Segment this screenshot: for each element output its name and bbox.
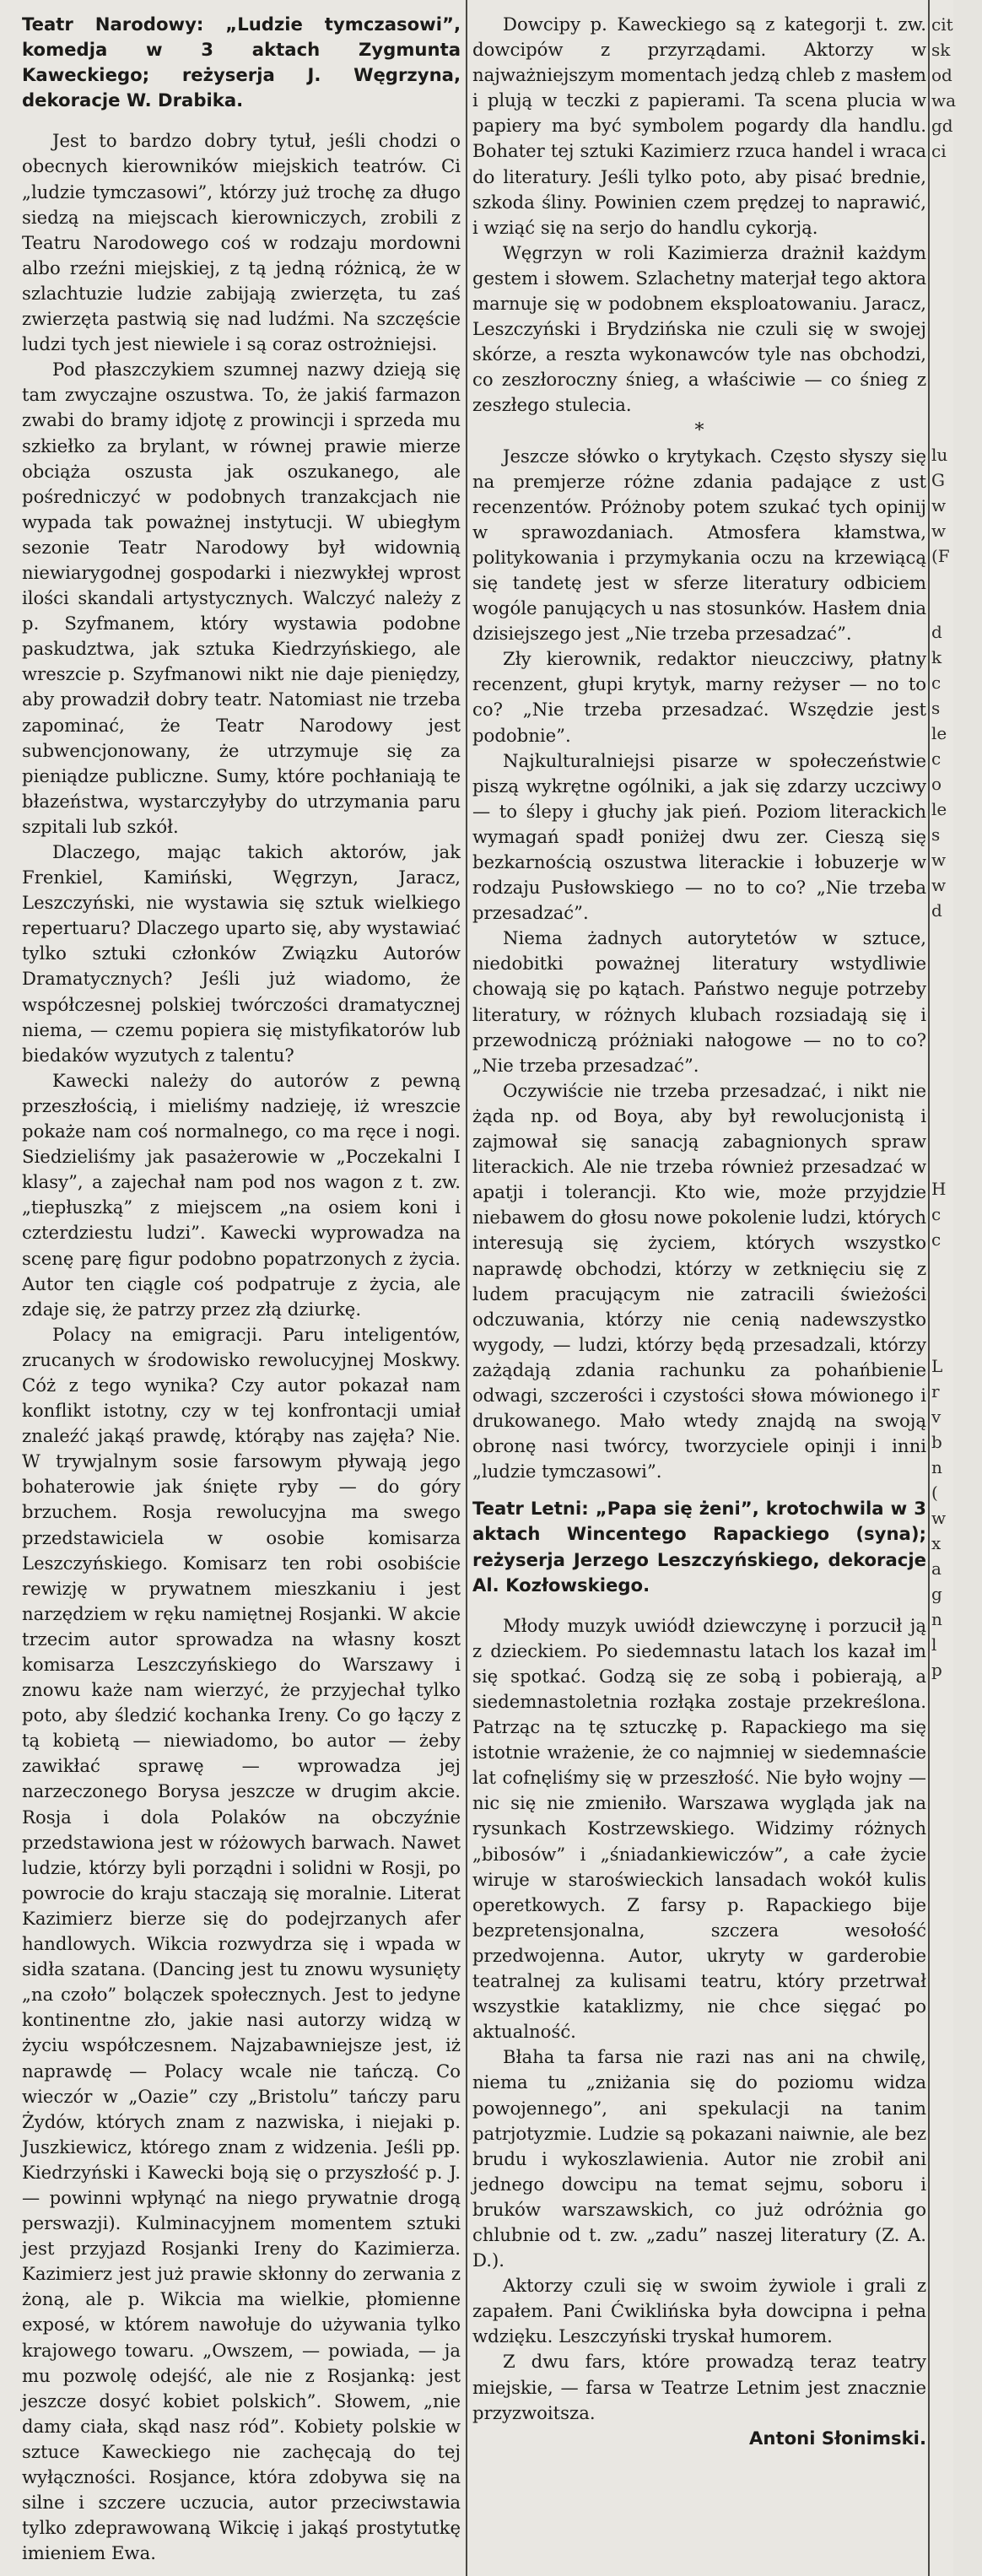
cropped-text-fragment: n xyxy=(931,1457,942,1477)
cropped-text-fragment: d xyxy=(931,622,942,642)
paragraph: Kawecki należy do autorów z pewną przeszłością, i mieliśmy nadzieję, iż wreszcie pokaże nam coś normalnego, co ma ręce i nogi. Siedzieliśmy jak pasażerowie w „Poczekalni I klasy”, a zajechał nam pod nos wagon z t. zw. „tiepłuszką” z miejscem „na osiem koni i czterdziestu ludzi”. Kawecki wyprowadza na scenę parę figur podobno popatrzonych z życia. Autor ten ciągle coś podpatruje z życia, ale zdaje się, że patrzy przez złą dziurkę. xyxy=(22,1069,461,1320)
cropped-text-fragment: cit xyxy=(931,14,953,35)
cropped-next-column xyxy=(931,12,982,1682)
paragraph: Jeszcze słówko o krytykach. Często słyszy się na premjerze różne zdania padające z ust recenzentów. Próżnoby potem szukać tych opinij w sprawozdaniach. Atmosfera kłamstwa, politykowania i przymykania oczu na krzewiącą się tandetę jest w sferze literatury odbiciem wogóle panujących u nas stosunków. Hasłem dnia dzisiejszego jest „Nie trzeba przesadzać”. xyxy=(472,445,926,645)
paragraph: Oczywiście nie trzeba przesadzać, i nikt nie żąda np. od Boya, aby był rewolucjonistą i zajmował się sanacją zabagnionych spraw literackich. Ale nie trzeba również przesadzać w apatji i tolerancji. Kto wie, może przyjdzie niebawem do głosu nowe pokolenie ludzi, których interesują się życiem, których wszystko naprawdę obchodzi, którzy w zetknięciu się z ludem pracującym nie zatracili świeżości odczuwania, którzy nie cenią nadewszystko wygody, — ludzi, którzy będą przesadzali, którzy zażądają zdania rachunku za pohańbienie odwagi, szczerości i czystości słowa mówionego i drukowanego. Mało wtedy znajdą na swoją obronę nasi twórcy, tworzyciele opinji i inni „ludzie tymczasowi”. xyxy=(472,1079,926,1482)
cropped-text-fragment: p xyxy=(931,1660,942,1680)
cropped-text-fragment: c xyxy=(931,748,942,769)
paragraph: Jest to bardzo dobry tytuł, jeśli chodzi o obecnych kierowników miejskich teatrów. Ci „ludzie tymczasowi”, którzy już trochę za długo siedzą na miejscach kierowniczych, zrobili z Teatru Narodowego coś w rodzaju mordowni albo rzeźni miejskiej, z tą jedną różnicą, że w szlachtuzie ludzie zabijają zwierzęta, tu zaś zwierzęta pastwią się nad ludźmi. Na szczęście ludzi tych jest niewiele i są coraz ostrożniejsi. xyxy=(22,130,461,355)
cropped-text-fragment: n xyxy=(931,1609,942,1629)
spacer xyxy=(472,1484,926,1496)
cropped-text-fragment: k xyxy=(931,647,942,667)
paragraph: Błaha ta farsa nie razi nas ani na chwilę, niema tu „zniżania się do poziomu widza powojennego”, ani spekulacji na tanim patrjotyzmie. Ludzie są pokazani naiwnie, ale bez brudu i wykoszlawienia. Autor nie zrobił ani jednego dowcipu na temat sejmu, soboru i bruków warszawskich, co już odróżnia go chlubnie od t. zw. „zadu” naszej literatury (Z. A. D.). xyxy=(472,2046,926,2271)
cropped-text-fragment: ( xyxy=(931,1482,938,1503)
cropped-text-fragment: L xyxy=(931,1356,943,1376)
paragraph: Pod płaszczykiem szumnej nazwy dzieją się tam zwyczajne oszustwa. To, że jakiś farmazon zwabi do bramy idjotę z prowincji i sprzeda mu szkiełko za brylant, w równej prawie mierze obciąża oszusta jak oszukanego, ale pośredniczyć w podobnych tranzakcjach nie wypada tak poważnej instytucji. W ubiegłym sezonie Teatr Narodowy był widownią niewiarygodnej gospodarki i niezwykłej wprost ilości skandali artystycznych. Walczyć należy z p. Szyfmanem, który wystawia podobne paskudztwa, jak sztuka Kiedrzyńskiego, ale wreszcie p. Szyfmanowi nikt nie daje pieniędzy, aby prowadził dobry teatr. Natomiast nie trzeba zapominać, że Teatr Narodowy jest subwencjonowany, że utrzymuje się za pieniądze publiczne. Sumy, które pochłaniają te błazeństwa, wystarczyłyby do utrzymania paru szpitali lub szkół. xyxy=(22,359,461,837)
cropped-text-fragment: le xyxy=(931,799,947,819)
cropped-text-fragment: c xyxy=(931,1204,942,1224)
cropped-text-fragment: od xyxy=(931,65,952,85)
cropped-text-fragment: wa xyxy=(931,90,957,111)
spacer xyxy=(22,116,461,128)
cropped-text-fragment: b xyxy=(931,1432,942,1452)
cropped-text-fragment: v xyxy=(931,1407,942,1427)
author-signature: Antoni Słonimski. xyxy=(748,2427,926,2449)
review-heading: Teatr Narodowy: „Ludzie tymczasowi”, komedja w 3 aktach Zygmunta Kaweckiego; reżyserja J. Węgrzyna, dekoracje W. Drabika. xyxy=(22,14,461,111)
cropped-text-fragment: l xyxy=(931,1634,937,1655)
column-left xyxy=(22,12,461,2566)
paragraph: Młody muzyk uwiódł dziewczynę i porzucił ją z dzieckiem. Po siedemnastu latach los kazał im się spotkać. Godzą się ze sobą i pobierają, a siedemnastoletnia rozłąka zostaje przekreślona. Patrząc na tę sztuczkę p. Rapackiego ma się istotnie wrażenie, że co najmniej w siedemnaście lat cofnęliśmy się w przeszłość. Nie było wojny — nic się nie zmieniło. Warszawa wygląda jak na rysunkach Kostrzewskiego. Widzimy różnych „bibosów” i „śniadankiewiczów”, a całe życie wiruje w staroświeckich lansadach wokół kulis operetkowych. Z farsy p. Rapackiego bije bezpretensjonalna, szczera wesołość przedwojenna. Autor, ukryty w garderobie teatralnej za kulisami teatru, który przetrwał wszystkie kataklizmy, nie chce sięgać po aktualność. xyxy=(472,1614,926,2043)
cropped-text-fragment: c xyxy=(931,1229,942,1250)
cropped-text-fragment: ci xyxy=(931,141,947,161)
cropped-text-fragment: lu xyxy=(931,445,948,465)
cropped-text-fragment: s xyxy=(931,824,941,845)
cropped-text-fragment: w xyxy=(931,521,947,541)
cropped-text-fragment: o xyxy=(931,774,942,794)
cropped-text-fragment: w xyxy=(931,875,947,895)
cropped-text-fragment: le xyxy=(931,723,947,743)
spacer xyxy=(931,164,982,442)
paragraph: Dlaczego, mając takich aktorów, jak Frenkiel, Kamiński, Węgrzyn, Jaracz, Leszczyński, nie wystawia się sztuk wielkiego repertuaru? Dlaczego uparto się, aby wystawiać tylko sztuki członków Związku Autorów Dramatycznych? Jeśli już wiadomo, że współczesnej polskiej twórczości dramatycznej niema, — czemu popiera się mistyfikatorów lub biedaków wyzutych z talentu? xyxy=(22,841,461,1066)
column-divider xyxy=(928,0,930,2576)
cropped-text-fragment: c xyxy=(931,672,942,693)
cropped-text-fragment: w xyxy=(931,1508,947,1528)
cropped-text-fragment: G xyxy=(931,470,945,490)
cropped-text-fragment: gd xyxy=(931,116,953,136)
column-divider xyxy=(466,0,467,2576)
paragraph: Niema żadnych autorytetów w sztuce, niedobitki poważnej literatury wstydliwie chowają się po kątach. Państwo neguje potrzeby literatury, w różnych klubach rozsiadają się i przewodniczą próżniaki nałogowe — no to co? „Nie trzeba przesadzać”. xyxy=(472,927,926,1076)
cropped-text-fragment: sk xyxy=(931,40,951,60)
spacer xyxy=(931,923,982,1176)
cropped-text-fragment: g xyxy=(931,1584,942,1604)
cropped-text-fragment: w xyxy=(931,850,947,870)
cropped-text-fragment: a xyxy=(931,1558,942,1579)
paragraph: Aktorzy czuli się w swoim żywiole i grali z zapałem. Pani Ćwiklińska była dowcipna i pełna wdzięku. Leszczyński tryskał humorem. xyxy=(472,2275,926,2347)
paragraph: Dowcipy p. Kaweckiego są z kategorji t. zw. dowcipów z przyrządami. Aktorzy w najważniejszym momentach jedzą chleb z masłem i plują w teczki z papierami. Ta scena plucia w papiery ma być symbolem pogardy dla handlu. Bohater tej sztuki Kazimierz rzuca handel i wraca do literatury. Jeśli tylko poto, aby pisać brednie, szkoda śliny. Powinien czem prędzej to naprawić, i wziąć się na serjo do handlu cykorją. xyxy=(472,14,926,238)
paragraph: Najkulturalniejsi pisarze w społeczeństwie piszą wykrętne ogólniki, a jak się zdarzy uczciwy — to ślepy i głuchy jak pień. Poziom literackich wymagań spadł poniżej dwu zer. Cieszą się bezkarnością oszustwa literackie i łobuzerje w rodzaju Pusłowskiego — no to co? „Nie trzeba przesadzać”. xyxy=(472,749,926,924)
spacer xyxy=(931,1252,982,1353)
cropped-text-fragment: r xyxy=(931,1381,940,1401)
cropped-text-fragment: (F xyxy=(931,546,950,566)
cropped-text-fragment: x xyxy=(931,1533,942,1553)
cropped-text-fragment: d xyxy=(931,900,942,921)
cropped-text-fragment: H xyxy=(931,1179,947,1199)
column-right xyxy=(472,12,926,2451)
cropped-text-fragment: w xyxy=(931,495,947,516)
paragraph: Z dwu fars, które prowadzą teraz teatry miejskie, — farsa w Teatrze Letnim jest znacznie przyzwoitsza. xyxy=(472,2351,926,2423)
spacer xyxy=(931,569,982,619)
paragraph: Polacy na emigracji. Paru inteligentów, zrucanych w środowisko rewolucyjnej Moskwy. Cóż z tego wynika? Czy autor pokazał nam konflikt istotny, czy w tej konfrontacji umiał znaleźć jakąś prawdę, którąby nas zajęła? Nie. W trywjalnym sosie farsowym pływają jego bohaterowie jak śnięte ryby — do góry brzuchem. Rosja rewolucyjna ma swego przedstawiciela w osobie komisarza Leszczyńskiego. Komisarz ten robi osobiście rewizję w prywatnem mieszkaniu i jest narzędziem w ręku namiętnej Rosjanki. W akcie trzecim autor sprowadza na własny koszt komisarza Leszczyńskiego do Warszawy i znowu każe nam wierzyć, że przyjechał tylko poto, aby śledzić kochanka Ireny. Co go łączy z tą kobietą — niewiadomo, bo autor — żeby zawikłać sprawę — wprowadza jej narzeczonego Borysa jeszcze w drugim akcie. Rosja i dola Polaków na obczyźnie przedstawiona jest w różowych barwach. Nawet ludzie, którzy byli porządni i solidni w Rosji, po powrocie do kraju staczają się moralnie. Literat Kazimierz bierze się do podejrzanych afer handlowych. Wikcia rozwydrza się i wpada w sidła szatana. (Dancing jest tu znowu wysunięty „na czoło” bolączek społecznych. Jest to jedyne kontinentne zło, jakie nasi autorzy widzą w życiu współczesnem. Najzabawniejsze jest, iż naprawdę — Polacy wcale nie tańczą. Co wieczór w „Oazie” czy „Bristolu” tańczy paru Żydów, których znam z nazwiska, i niejaki p. Juszkiewicz, którego znam z widzenia. Jeśli pp. Kiedrzyński i Kawecki boją się o przyszłość p. J. — powinni wpłynąć na niego prywatnie drogą perswazji). Kulminacyjnem momentem sztuki jest przyjazd Rosjanki Ireny do Kazimierza. Kazimierz jest już prawie skłonny do zerwania z żoną, ale p. Wikcia ma wielkie, płomienne exposé, w którem nawołuje do używania tylko krajowego towaru. „Owszem, — powiada, — ja mu pozwolę odejść, ale nie z Rosjanką: jest jeszcze dosyć kobiet polskich”. Słowem, „nie damy ciała, skąd nasz ród”. Kobiety polskie w sztuce Kaweckiego nie zachęcają do tej wyłączności. Rosjance, która zdobywa się na silne i szczere uczucia, autor przeciwstawia tylko zdeprawowaną Wikcię i jakąś prostytutkę imieniem Ewa. xyxy=(22,1323,461,2564)
spacer xyxy=(472,1601,926,1613)
cropped-text-fragment: s xyxy=(931,698,941,718)
paragraph: Zły kierownik, redaktor nieuczciwy, płatny recenzent, głupi krytyk, marny reżyser — no to co? „Nie trzeba przesadzać. Wszędzie jest podobnie”. xyxy=(472,648,926,746)
paragraph: Węgrzyn w roli Kazimierza drażnił każdym gestem i słowem. Szlachetny materjał tego aktora marnuje się w podobnem eksploatowaniu. Jaracz, Leszczyński i Brydzińska nie czuli się w swojej skórze, a reszta wykonawców tyle nas obchodzi, co zeszłoroczny śnieg, a właściwie — co śnieg z zeszłego stulecia. xyxy=(472,241,926,416)
review-heading: Teatr Letni: „Papa się żeni”, krotochwila w 3 aktach Wincentego Rapackiego (syna); reżyserja Jerzego Leszczyńskiego, dekoracje Al. Kozłowskiego. xyxy=(472,1498,926,1596)
section-star: * xyxy=(694,419,704,441)
